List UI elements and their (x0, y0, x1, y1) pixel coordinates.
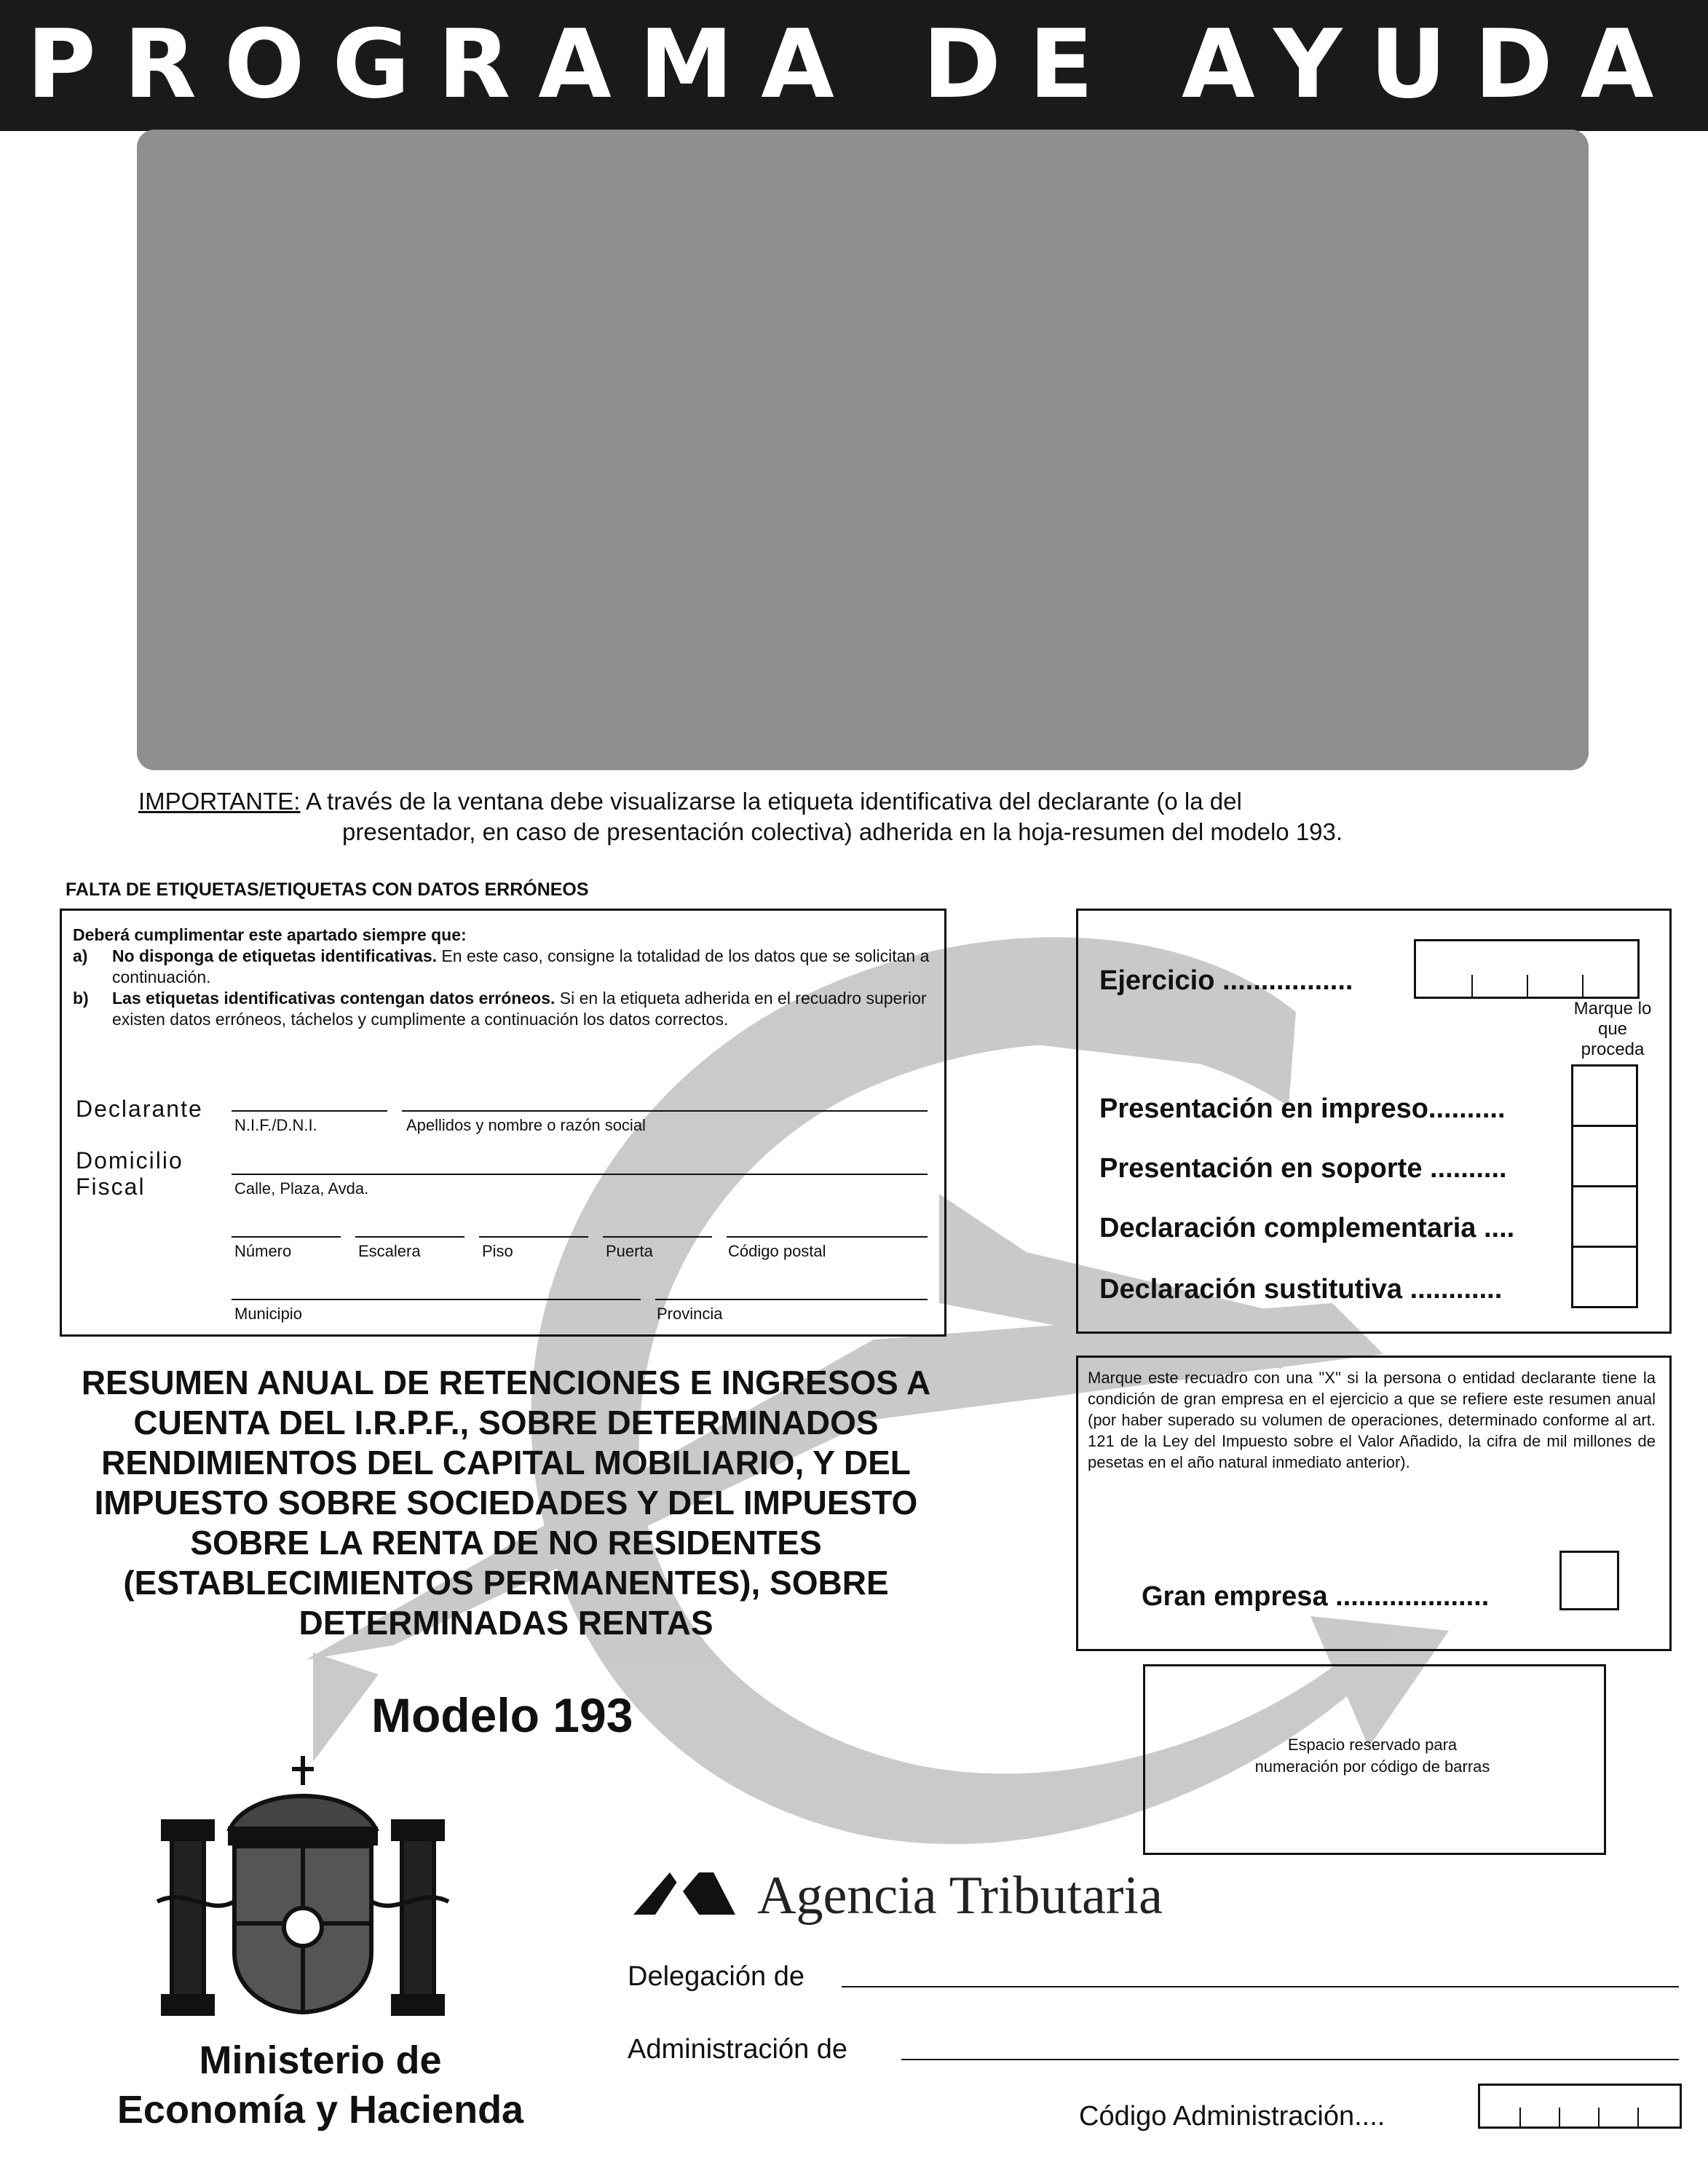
form-title-line: DETERMINADAS RENTAS (298, 1604, 713, 1642)
piso-field[interactable] (479, 1236, 588, 1238)
falta-intro: Deberá cumplimentar este apartado siempre que: (73, 925, 467, 944)
nif-label: N.I.F./D.N.I. (234, 1116, 317, 1134)
falta-b-bold: Las etiquetas identificativas contengan datos erróneos. (112, 989, 556, 1008)
codigo-admin-field[interactable] (1478, 2084, 1682, 2129)
provincia-label: Provincia (657, 1305, 723, 1323)
ministerio-name (36, 2036, 604, 2135)
checkbox-impreso[interactable] (1571, 1064, 1638, 1127)
important-line1: A través de la ventana debe visualizarse la etiqueta identificativa del declarante (o la del (300, 788, 1242, 815)
fiscal-label: Fiscal (76, 1174, 146, 1200)
falta-b-marker: b) (73, 989, 89, 1008)
apellidos-label: Apellidos y nombre o razón social (406, 1116, 646, 1134)
cp-field[interactable] (727, 1236, 928, 1238)
ejercicio-field[interactable] (1414, 939, 1640, 999)
form-title-line: (ESTABLECIMIENTOS PERMANENTES), SOBRE (123, 1564, 889, 1602)
important-note (138, 786, 1587, 847)
important-label: IMPORTANTE: (138, 788, 301, 815)
calle-field[interactable] (232, 1174, 928, 1175)
numero-field[interactable] (232, 1236, 341, 1238)
ministerio-line2: Economía y Hacienda (116, 2088, 524, 2132)
calle-label: Calle, Plaza, Avda. (234, 1179, 369, 1198)
checkbox-soporte[interactable] (1571, 1125, 1638, 1187)
agencia-logo-icon (626, 1864, 743, 1922)
nif-field[interactable] (232, 1110, 387, 1112)
falta-title: FALTA DE ETIQUETAS/ETIQUETAS CON DATOS ERRÓNEOS (66, 879, 589, 900)
domicilio-label: Domicilio (76, 1147, 183, 1174)
marque-label: Marque lo que proceda (1573, 999, 1652, 1059)
falta-b-text: Si en la etiqueta adherida en el recuadro superior existen datos erróneos, táchelos y cumplimente a continuación los datos correctos. (112, 989, 927, 1029)
municipio-label: Municipio (234, 1305, 302, 1323)
piso-label: Piso (482, 1242, 513, 1260)
form-title-line: CUENTA DEL I.R.P.F., SOBRE DETERMINADOS (133, 1404, 879, 1441)
delegacion-label: Delegación de (628, 1961, 804, 1992)
form-title-line: RESUMEN ANUAL DE RETENCIONES E INGRESOS A (81, 1364, 931, 1401)
falta-a-bold: No disponga de etiquetas identificativas. (112, 946, 438, 965)
barcode-line2: numeración por código de barras (1254, 1757, 1490, 1776)
agencia-name: Agencia Tributaria (757, 1866, 1163, 1926)
gran-empresa-text: Marque este recuadro con una "X" si la persona o entidad declarante tiene la condición de gran empresa en el ejercicio a que se refiere este resumen anual (por haber superado su volumen de operaciones, determinado conforme al art. 121 de la Ley del Impuesto sobre el Valor Añadido, la cifra de mil millones de pesetas en el año natural inmediato anterior). (1088, 1369, 1656, 1471)
important-line2: presentador, en caso de presentación colectiva) adherida en la hoja-resumen del modelo 193. (342, 818, 1343, 845)
page-title: PROGRAMA DE AYUDA (26, 9, 1682, 119)
municipio-field[interactable] (232, 1299, 641, 1300)
form-title-line: IMPUESTO SOBRE SOCIEDADES Y DEL IMPUESTO (94, 1484, 918, 1522)
puerta-label: Puerta (606, 1242, 653, 1260)
administracion-label: Administración de (628, 2034, 848, 2065)
barcode-text (1143, 1734, 1602, 1778)
form-title (51, 1363, 961, 1643)
barcode-line1: Espacio reservado para (1287, 1736, 1458, 1754)
option-complementaria: Declaración complementaria .... (1099, 1213, 1515, 1243)
numero-label: Número (234, 1242, 292, 1260)
form-title-line: RENDIMIENTOS DEL CAPITAL MOBILIARIO, Y DEL (101, 1444, 911, 1481)
gran-empresa-checkbox[interactable] (1559, 1551, 1619, 1610)
nombre-field[interactable] (402, 1110, 928, 1112)
falta-a-text: En este caso, consigne la totalidad de los datos que se solicitan a continuación. (112, 946, 930, 986)
cp-label: Código postal (728, 1242, 826, 1260)
escalera-field[interactable] (355, 1236, 464, 1238)
ejercicio-label: Ejercicio ................. (1099, 965, 1353, 996)
codigo-admin-label: Código Administración.... (1079, 2101, 1385, 2132)
gran-empresa-label: Gran empresa .................... (1142, 1581, 1490, 1612)
option-soporte: Presentación en soporte .......... (1099, 1153, 1507, 1184)
checkbox-sustitutiva[interactable] (1571, 1246, 1638, 1308)
option-impreso: Presentación en impreso.......... (1099, 1093, 1506, 1124)
form-title-line: SOBRE LA RENTA DE NO RESIDENTES (190, 1524, 822, 1562)
option-sustitutiva: Declaración sustitutiva ............ (1099, 1274, 1503, 1305)
falta-instructions (73, 925, 932, 1030)
checkbox-complementaria[interactable] (1571, 1185, 1638, 1248)
coat-of-arms-icon (143, 1756, 463, 2025)
modelo-number: Modelo 193 (371, 1688, 633, 1742)
administracion-field[interactable] (901, 2059, 1679, 2060)
declarante-label: Declarante (76, 1096, 203, 1122)
provincia-field[interactable] (655, 1299, 928, 1300)
escalera-label: Escalera (358, 1242, 421, 1260)
delegacion-field[interactable] (842, 1986, 1679, 1987)
puerta-field[interactable] (603, 1236, 712, 1238)
ministerio-line1: Ministerio de (199, 2038, 442, 2082)
falta-a-marker: a) (73, 946, 88, 965)
